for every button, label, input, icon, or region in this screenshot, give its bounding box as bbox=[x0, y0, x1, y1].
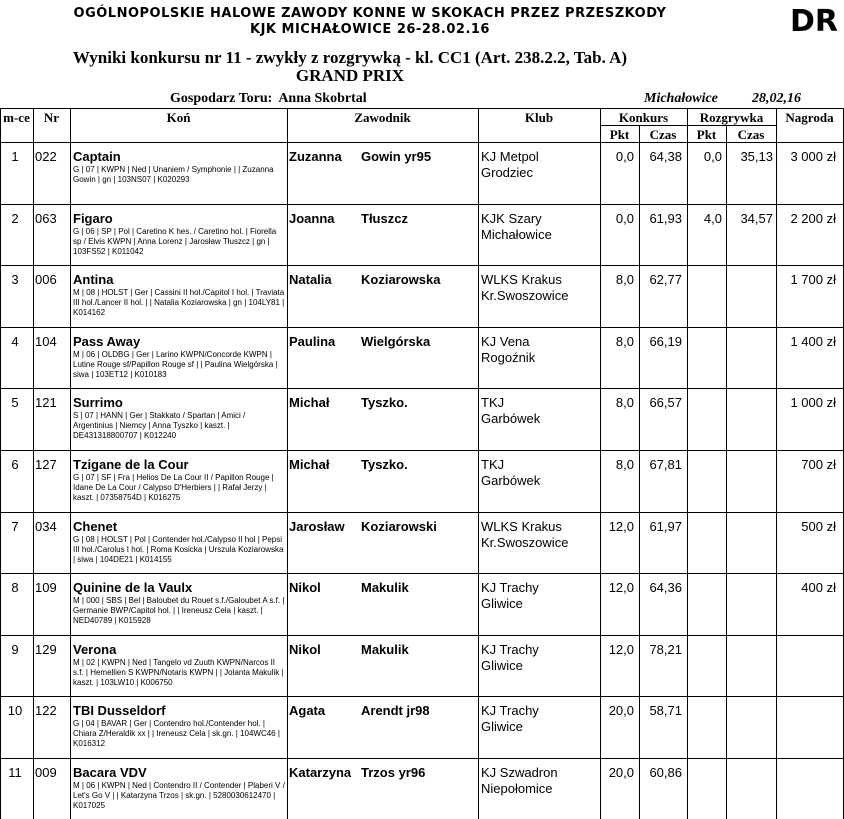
competition-points: 20,0 bbox=[608, 765, 634, 780]
club-line1: TKJ bbox=[481, 457, 505, 472]
prize: 2 200 zł bbox=[790, 210, 836, 226]
jumpoff-time: 34,57 bbox=[740, 210, 773, 226]
prize: 500 zł bbox=[801, 518, 836, 534]
horse-name: Antina bbox=[73, 272, 114, 288]
horse-pedigree: S | 07 | HANN | Ger | Stakkato / Spartan | Amici / Argentinius | Niemcy | Anna Tyszko | kaszt. | DE431318800707 | K012240 bbox=[73, 411, 246, 441]
col-header-club: Klub bbox=[524, 110, 554, 125]
rider-first-name: Agata bbox=[289, 703, 326, 719]
rank: 10 bbox=[7, 703, 23, 719]
rider-first-name: Jarosław bbox=[289, 518, 345, 534]
horse-pedigree: M | 000 | SBS | Bel | Baloubet du Rouet s.f./Galoubet A s.f. | Germanie BWP/Capitol hol. | | Ireneusz Cela | kaszt. | NED40789 | K015928 bbox=[73, 596, 285, 626]
competition-points: 12,0 bbox=[608, 641, 634, 657]
competition-title: Wyniki konkursu nr 11 - zwykły z rozgrywką - kl. CC1 (Art. 238.2.2, Tab. A) bbox=[72, 48, 628, 67]
rider-first-name: Katarzyna bbox=[289, 765, 352, 780]
competition-time: 64,38 bbox=[649, 149, 682, 164]
club bbox=[481, 703, 596, 735]
horse-name: Bacara VDV bbox=[73, 765, 147, 780]
competition-time: 61,97 bbox=[649, 518, 682, 534]
club bbox=[481, 395, 596, 427]
club-line1: KJ Trachy bbox=[481, 641, 539, 657]
club-line2: Grodziec bbox=[481, 165, 534, 180]
competition-time: 62,77 bbox=[649, 272, 682, 288]
nr: 063 bbox=[35, 210, 57, 226]
club-line2: Rogoźnik bbox=[481, 349, 536, 365]
horse-name: Verona bbox=[73, 641, 117, 657]
horse-pedigree: G | 04 | BAVAR | Ger | Contendro hol./Contender hol. | Chiara Z/Heraldik xx | | Ireneusz Cela | sk.gn. | 104WC46 | K016312 bbox=[73, 719, 280, 749]
nr: 121 bbox=[35, 395, 57, 411]
rank: 11 bbox=[8, 765, 22, 780]
competition-points: 8,0 bbox=[615, 333, 634, 349]
horse-name: Quinine de la Vaulx bbox=[73, 580, 193, 596]
table-row bbox=[0, 697, 843, 759]
club-line1: KJ Metpol bbox=[481, 149, 539, 164]
club-line2: Kr.Swoszowice bbox=[481, 288, 569, 304]
horse-pedigree: G | 06 | SP | Pol | Caretino K hes. / Caretino hol. | Fiorella sp / Elvis KWPN | Anna Lorenz | Jarosław Tłuszcz | gn | 103FS52 | K011042 bbox=[73, 226, 277, 256]
col-header-nr: Nr bbox=[43, 110, 60, 125]
col-header-rider: Zawodnik bbox=[354, 110, 411, 125]
competition-points: 8,0 bbox=[615, 457, 634, 472]
table-row bbox=[0, 636, 843, 698]
nr: 109 bbox=[35, 580, 57, 596]
rider-last-name: Wielgórska bbox=[361, 333, 431, 349]
horse-name: TBI Dusseldorf bbox=[73, 703, 166, 719]
rider-last-name: Makulik bbox=[361, 641, 409, 657]
place: Michałowice bbox=[644, 91, 718, 106]
competition-time: 66,19 bbox=[649, 333, 682, 349]
nr: 129 bbox=[35, 641, 57, 657]
table-row bbox=[0, 389, 843, 451]
nr: 122 bbox=[35, 703, 57, 719]
club-line1: KJ Szwadron bbox=[481, 765, 558, 780]
nr: 034 bbox=[35, 518, 57, 534]
horse-name: Tzigane de la Cour bbox=[73, 457, 189, 472]
table-row bbox=[0, 513, 843, 575]
rider-first-name: Paulina bbox=[289, 333, 336, 349]
nr: 006 bbox=[35, 272, 57, 288]
rider-last-name: Makulik bbox=[361, 580, 409, 596]
horse-name: Figaro bbox=[73, 210, 113, 226]
club-line1: TKJ bbox=[481, 395, 505, 411]
rider-last-name: Gowin yr95 bbox=[361, 149, 432, 164]
rider-first-name: Joanna bbox=[289, 210, 335, 226]
competition-time: 67,81 bbox=[649, 457, 682, 472]
prize: 1 000 zł bbox=[790, 395, 836, 411]
horse-name: Pass Away bbox=[73, 333, 141, 349]
event-title-line2: KJK MICHAŁOWICE 26-28.02.16 bbox=[250, 22, 490, 37]
competition-time: 58,71 bbox=[649, 703, 682, 719]
course-builder-label: Gospodarz Toru: bbox=[170, 91, 273, 106]
col-header-r-pkt: Pkt bbox=[696, 127, 717, 142]
dr-badge: DR bbox=[789, 4, 838, 39]
rank: 4 bbox=[11, 333, 19, 349]
rank: 9 bbox=[11, 641, 19, 657]
club bbox=[481, 211, 596, 243]
club-line2: Gliwice bbox=[481, 596, 523, 612]
rider-first-name: Michał bbox=[289, 395, 330, 411]
club-line1: KJ Trachy bbox=[481, 580, 539, 596]
competition-points: 20,0 bbox=[608, 703, 634, 719]
rider-last-name: Trzos yr96 bbox=[361, 765, 426, 780]
nr: 022 bbox=[35, 149, 57, 164]
course-builder bbox=[170, 91, 367, 107]
table-row bbox=[0, 451, 843, 513]
event-title bbox=[0, 6, 740, 38]
rider-last-name: Tyszko. bbox=[361, 395, 408, 411]
competition-subtitle: GRAND PRIX bbox=[295, 66, 405, 85]
col-header-k-pkt: Pkt bbox=[609, 127, 630, 142]
rider-last-name: Koziarowski bbox=[361, 518, 437, 534]
competition-points: 12,0 bbox=[608, 518, 634, 534]
club-line1: KJK Szary bbox=[481, 210, 542, 226]
club-line2: Kr.Swoszowice bbox=[481, 534, 569, 550]
club bbox=[481, 642, 596, 674]
horse-pedigree: G | 07 | KWPN | Ned | Unaniem / Symphonie | | Zuzanna Gowin | gn | 103NS07 | K020293 bbox=[73, 165, 274, 184]
prize: 400 zł bbox=[801, 580, 836, 596]
prize: 3 000 zł bbox=[790, 149, 836, 164]
horse-pedigree: M | 08 | HOLST | Ger | Cassini II hol./Capitol I hol. | Traviata III hol./Lancer II hol. | | Natalia Koziarowska | gn | 104LY81 | K014162 bbox=[73, 288, 285, 318]
col-header-rozgrywka: Rozgrywka bbox=[699, 110, 764, 125]
club bbox=[481, 519, 596, 551]
horse-pedigree: M | 06 | OLDBG | Ger | Larino KWPN/Concorde KWPN | Lutine Rouge sf/Papillon Rouge sf | | Paulina Wielgórska | siwa | 103ET12 | K010183 bbox=[73, 349, 278, 379]
competition-time: 61,93 bbox=[649, 210, 682, 226]
col-header-rank: m-ce bbox=[3, 110, 30, 125]
rider-last-name: Arendt jr98 bbox=[361, 703, 430, 719]
rider-first-name: Natalia bbox=[289, 272, 332, 288]
competition-points: 0,0 bbox=[615, 149, 634, 164]
rider-first-name: Zuzanna bbox=[289, 149, 342, 164]
nr: 127 bbox=[35, 457, 57, 472]
horse-pedigree: G | 07 | SF | Fra | Helios De La Cour II / Papillon Rouge | Idane De La Cour / Calypso D'Herbiers | | Rafał Jerzy | kaszt. | 07358754D | K016275 bbox=[73, 473, 274, 502]
club bbox=[481, 334, 596, 366]
club-line2: Niepołomice bbox=[481, 781, 553, 796]
club-line1: KJ Trachy bbox=[481, 703, 539, 719]
date: 28,02,16 bbox=[752, 91, 801, 106]
event-title-line1: OGÓLNOPOLSKIE HALOWE ZAWODY KONNE W SKOKACH PRZEZ PRZESZKODY bbox=[73, 6, 667, 21]
horse-name: Chenet bbox=[73, 518, 118, 534]
club bbox=[481, 457, 596, 489]
club bbox=[481, 580, 596, 612]
horse-pedigree: M | 02 | KWPN | Ned | Tangelo vd Zuuth KWPN/Narcos II s.f. | Hemellien S KWPN/Notaris KWPN | | Jolanta Makulik | kaszt. | 103LW10 | K006750 bbox=[73, 657, 284, 687]
jumpoff-points: 0,0 bbox=[703, 149, 722, 164]
club-line2: Garbówek bbox=[481, 411, 541, 427]
competition-points: 12,0 bbox=[608, 580, 634, 596]
rank: 8 bbox=[11, 580, 19, 596]
col-header-k-czas: Czas bbox=[649, 127, 677, 142]
rider-first-name: Michał bbox=[289, 457, 330, 472]
club bbox=[481, 272, 596, 304]
rider-last-name: Koziarowska bbox=[361, 272, 441, 288]
prize: 700 zł bbox=[801, 457, 836, 472]
table-row bbox=[0, 328, 843, 390]
club-line2: Michałowice bbox=[481, 226, 552, 242]
competition-points: 8,0 bbox=[615, 395, 634, 411]
competition-points: 8,0 bbox=[615, 272, 634, 288]
jumpoff-points: 4,0 bbox=[703, 210, 722, 226]
horse-name: Captain bbox=[73, 149, 121, 164]
competition-time: 60,86 bbox=[649, 765, 682, 780]
table-row bbox=[0, 205, 843, 267]
table-row bbox=[0, 143, 843, 205]
rank: 2 bbox=[11, 210, 19, 226]
club bbox=[481, 765, 596, 797]
rider-last-name: Tyszko. bbox=[361, 457, 408, 472]
club-line2: Gliwice bbox=[481, 657, 523, 673]
col-header-horse: Koń bbox=[166, 110, 191, 125]
prize: 1 400 zł bbox=[790, 333, 836, 349]
club bbox=[481, 149, 596, 181]
jumpoff-time: 35,13 bbox=[740, 149, 773, 164]
rank: 1 bbox=[11, 149, 19, 164]
rank: 6 bbox=[11, 457, 19, 472]
club-line1: WLKS Krakus bbox=[481, 272, 562, 288]
rank: 3 bbox=[11, 272, 19, 288]
table-row bbox=[0, 759, 843, 819]
club-line1: KJ Vena bbox=[481, 333, 530, 349]
horse-name: Surrimo bbox=[73, 395, 123, 411]
horse-pedigree: G | 08 | HOLST | Pol | Contender hol./Calypso II hol | Pepsi III hol./Carolus I hol. | Roma Kosicka | Urszula Koziarowska | siwa | 104DE21 | K014155 bbox=[73, 534, 284, 564]
club-line2: Garbówek bbox=[481, 473, 541, 488]
competition-time: 66,57 bbox=[649, 395, 682, 411]
competition-points: 0,0 bbox=[615, 210, 634, 226]
table-row bbox=[0, 574, 843, 636]
col-header-r-czas: Czas bbox=[737, 127, 765, 142]
col-header-prize: Nagroda bbox=[785, 110, 834, 125]
prize: 1 700 zł bbox=[790, 272, 836, 288]
table-top-border bbox=[0, 108, 843, 109]
rider-last-name: Tłuszcz bbox=[361, 210, 408, 226]
rank: 5 bbox=[11, 395, 19, 411]
rank: 7 bbox=[11, 518, 19, 534]
competition-time: 78,21 bbox=[649, 641, 682, 657]
col-header-konkurs: Konkurs bbox=[618, 110, 669, 125]
table-row bbox=[0, 266, 843, 328]
course-builder-name: Anna Skobrtal bbox=[278, 91, 367, 106]
rider-first-name: Nikol bbox=[289, 641, 321, 657]
competition-time: 64,36 bbox=[649, 580, 682, 596]
club-line1: WLKS Krakus bbox=[481, 518, 562, 534]
club-line2: Gliwice bbox=[481, 719, 523, 735]
nr: 009 bbox=[35, 765, 57, 780]
nr: 104 bbox=[35, 333, 57, 349]
rider-first-name: Nikol bbox=[289, 580, 321, 596]
horse-pedigree: M | 06 | KWPN | Ned | Contendro II / Contender | Plaberi V / Let's Go V | | Katarzyna Trzos | sk.gn. | 5280030612470 | K017025 bbox=[73, 781, 285, 810]
